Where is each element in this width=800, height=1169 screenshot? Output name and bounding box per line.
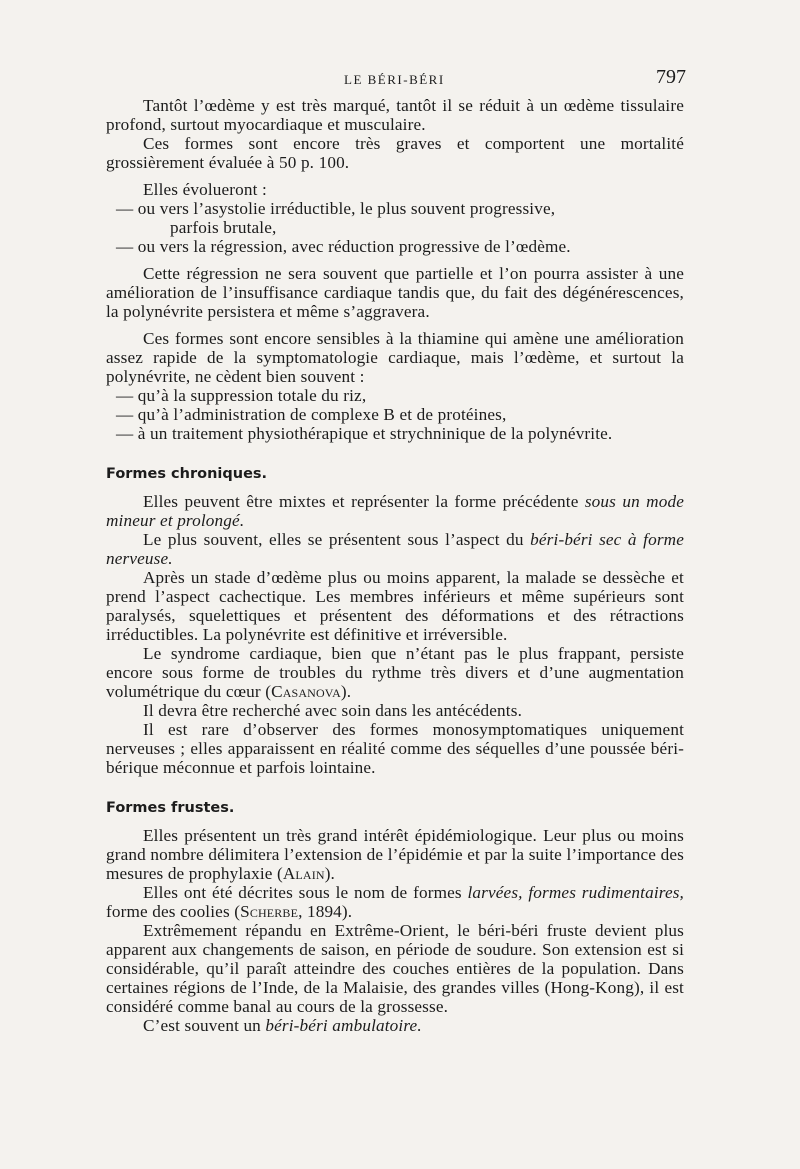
paragraph: Ces formes sont encore sensibles à la thiamine qui amène une amélioration assez rapide de la symptomatologie cardiaque, mais l’œdème, et surtout la polynévrite, ne cèdent bien souvent : — [106, 329, 684, 386]
paragraph: Elles peuvent être mixtes et représenter la forme précédente sous un mode mineur et prolongé. — [106, 492, 685, 530]
paragraph: Elles ont été décrites sous le nom de formes larvées, formes rudimentaires, forme des coolies (Scherbe, 1894). — [106, 883, 685, 921]
paragraph: Tantôt l’œdème y est très marqué, tantôt il se réduit à un œdème tissulaire profond, surtout myocardiaque et musculaire. — [106, 96, 684, 134]
list-item: — ou vers l’asystolie irréductible, le plus souvent progressive, — [116, 199, 556, 218]
list-item-continuation: parfois brutale, — [170, 218, 277, 237]
paragraph: Il devra être recherché avec soin dans les antécédents. — [143, 701, 523, 720]
paragraph: Après un stade d’œdème plus ou moins apparent, la malade se dessèche et prend l’aspect cachectique. Les membres inférieurs et même supérieurs sont paralysés, squelettiques et présentent des déformations et des rétractions irréductibles. La polynévrite est définitive et irréversible. — [106, 568, 684, 644]
list-item: — à un traitement physiothérapique et strychninique de la polynévrite. — [116, 424, 613, 443]
paragraph: Elles présentent un très grand intérêt épidémiologique. Leur plus ou moins grand nombre délimitera l’extension de l’épidémie et par la suite l’importance des mesures de prophylaxie (Alain). — [106, 826, 684, 883]
section-heading: Formes frustes. — [106, 800, 235, 816]
paragraph: Le syndrome cardiaque, bien que n’étant pas le plus frappant, persiste encore sous forme de troubles du rythme très divers et d’une augmentation volumétrique du cœur (Casanova). — [106, 644, 684, 701]
page-number: 797 — [656, 66, 686, 88]
page-header — [0, 66, 800, 90]
page-body — [106, 96, 684, 1035]
paragraph: Cette régression ne sera souvent que partielle et l’on pourra assister à une amélioration de l’insuffisance cardiaque tandis que, du fait des dégénérescences, la polynévrite persistera et même s’aggravera. — [106, 264, 684, 321]
paragraph: C’est souvent un béri-béri ambulatoire. — [143, 1016, 422, 1035]
paragraph: Il est rare d’observer des formes monosymptomatiques uniquement nerveuses ; elles apparaissent en réalité comme des séquelles d’une poussée béri-bérique méconnue et parfois lointaine. — [106, 720, 684, 777]
list-item: — ou vers la régression, avec réduction progressive de l’œdème. — [116, 237, 571, 256]
running-title: LE BÉRI-BÉRI — [344, 72, 445, 87]
paragraph: Le plus souvent, elles se présentent sous l’aspect du béri-béri sec à forme nerveuse. — [106, 530, 684, 568]
paragraph: Elles évolueront : — [143, 180, 267, 199]
paragraph: Extrêmement répandu en Extrême-Orient, le béri-béri fruste devient plus apparent aux changements de saison, en période de soudure. Son extension est si considérable, qu’il paraît atteindre des couches entières de la population. Dans certaines régions de l’Inde, de la Malaisie, des grandes villes (Hong-Kong), il est considéré comme banal au cours de la grossesse. — [106, 921, 684, 1016]
list-item: — qu’à l’administration de complexe B et de protéines, — [116, 405, 507, 424]
paragraph: Ces formes sont encore très graves et comportent une mortalité grossièrement évaluée à 50 p. 100. — [106, 134, 684, 172]
section-heading: Formes chroniques. — [106, 466, 268, 482]
list-item: — qu’à la suppression totale du riz, — [116, 386, 367, 405]
